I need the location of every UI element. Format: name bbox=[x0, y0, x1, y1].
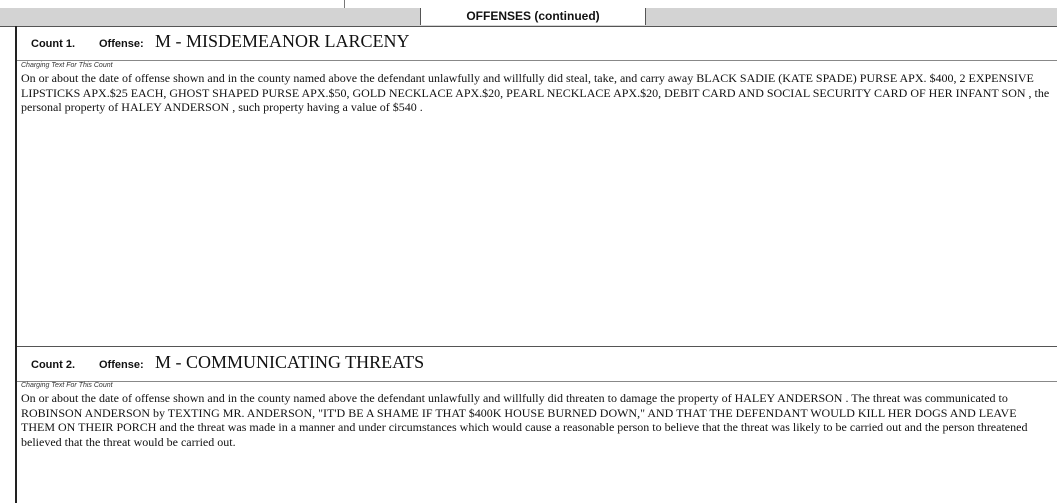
section-header-band bbox=[0, 8, 1057, 27]
count-title-row bbox=[17, 346, 1057, 382]
charging-text-caption: Charging Text For This Count bbox=[21, 382, 113, 389]
charging-text-caption: Charging Text For This Count bbox=[21, 62, 113, 69]
offense-label: Offense: bbox=[99, 38, 144, 50]
charging-text: On or about the date of offense shown and in the county named above the defendant unlawfully and willfully did steal, take, and carry away BLACK SADIE (KATE SPADE) PURSE APX. $400, 2 EXPENSIVE LIPSTICKS APX.$25 EACH, GHOST SHAPED PURSE APX.$50, GOLD NECKLACE APX.$20, PEARL NECKLACE APX.$20, DEBIT CARD AND SOCIAL SECURITY CARD OF HER INFANT SON , the personal property of HALEY ANDERSON , such property having a value of $540 . bbox=[21, 71, 1050, 114]
section-title: OFFENSES (continued) bbox=[420, 8, 646, 25]
charging-text: On or about the date of offense shown and in the county named above the defendant unlawfully and willfully did threaten to damage the property of HALEY ANDERSON . The threat was communicated to ROBINSON ANDERSON by TEXTING MR. ANDERSON, "IT'D BE A SHAME IF THAT $400K HOUSE BURNED DOWN," AND THAT THE DEFENDANT WOULD KILL HER DOGS AND LEAVE THEM ON THEIR PORCH and the threat was made in a manner and under circumstances which would cause a reasonable person to believe that the threat was likely to be carried out and the person threatened believed that the threat would be carried out. bbox=[21, 391, 1028, 449]
count-title-row bbox=[17, 26, 1057, 61]
offense-name: M - COMMUNICATING THREATS bbox=[155, 352, 425, 372]
top-strip-divider bbox=[344, 0, 345, 8]
count-block-1 bbox=[17, 26, 1057, 346]
offense-label: Offense: bbox=[99, 359, 144, 371]
count-block-2 bbox=[17, 346, 1057, 503]
offense-name: M - MISDEMEANOR LARCENY bbox=[155, 31, 410, 51]
count-number: Count 2. bbox=[31, 359, 75, 371]
count-number: Count 1. bbox=[31, 38, 75, 50]
